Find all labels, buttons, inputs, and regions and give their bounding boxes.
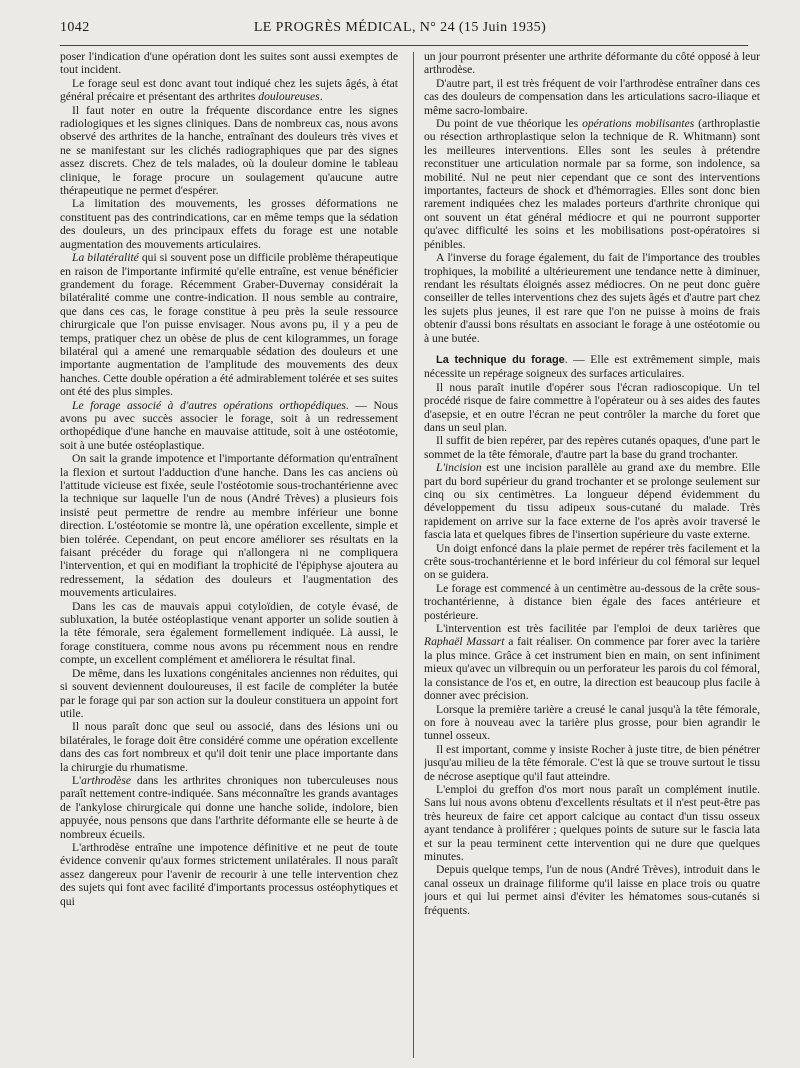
body-text: poser l'indication d'une opération dont les suites sont aussi exemptes de tout incident. — [60, 50, 398, 77]
running-header — [60, 20, 740, 42]
body-text: un jour pourront présenter une arthrite déformante du côté opposé à leur arthrodèse. — [424, 50, 760, 77]
emphasis-text: opérations mobilisantes — [582, 117, 695, 131]
right-column — [424, 50, 760, 1060]
body-text: D'autre part, il est très fréquent de voir l'arthrodèse entraîner dans ces cas des douleurs de compensation dans les articulations sacro-iliaque et même sacro-lombaire. — [424, 76, 760, 117]
body-text: Du point de vue théorique les — [436, 117, 583, 131]
body-text: De même, dans les luxations congénitales anciennes non réduites, qui si souvent deviennent douloureuses, il est facile de compléter la butée par le forage qui par son action sur la douleur constituera un appoint fort utile. — [60, 666, 398, 720]
running-title: LE PROGRÈS MÉDICAL, N° 24 (15 Juin 1935) — [253, 20, 547, 35]
paragraph — [60, 667, 398, 721]
paragraph — [424, 117, 760, 251]
paragraph — [424, 50, 760, 77]
body-text: Le forage seul est donc avant tout indiqué chez les sujets âgés, à état général précaire et présentant des arthrites — [60, 76, 398, 104]
body-text: Il nous paraît inutile d'opérer sous l'écran radioscopique. Un tel procédé risque de faire commettre à l'opérateur ou à ses aides des fautes d'asepsie, et en outre l'écran ne peut contrôler la marche du foret que dans un seul plan. — [424, 380, 760, 434]
paragraph — [424, 743, 760, 783]
paragraph — [424, 783, 760, 863]
body-text: Un doigt enfoncé dans la plaie permet de repérer très facilement et la crête sous-trochantérienne et le bord inférieur du col fémoral sur lequel on se guidera. — [424, 541, 760, 582]
paragraph — [424, 703, 760, 743]
body-text: Il est important, comme y insiste Rocher à juste titre, de bien pénétrer jusqu'au milieu de la tête fémorale. C'est là que se trouve surtout le tissu de nécrose aseptique qu'il faut atteindre. — [424, 742, 760, 783]
paragraph — [60, 104, 398, 198]
paragraph — [60, 251, 398, 398]
body-text: L' — [72, 773, 82, 787]
body-text: . — [319, 90, 323, 104]
paragraph — [60, 600, 398, 667]
body-text: Il suffit de bien repérer, par des repères cutanés opaques, d'une part le sommet de la tête fémorale, d'autre part la base du grand trochanter. — [424, 434, 760, 461]
paragraph — [424, 582, 760, 622]
body-text: Lorsque la première tarière a creusé le canal jusqu'à la tête fémorale, on fore à nouveau avec la tarière plus grosse, pour bien agrandir le tunnel osseux. — [424, 702, 760, 743]
paragraph — [424, 461, 760, 541]
body-text: Le forage est commencé à un centimètre au-dessous de la crête sous-trochantérienne, à distance bien égale des faces antérieure et postérieure. — [424, 581, 760, 622]
body-text: Il faut noter en outre la fréquente discordance entre les signes radiologiques et les signes cliniques. Dans de nombreux cas, nous avons observé des arthrites de la hanche, entraînant des douleurs très vives et ne se manifestant sur les clichés radiographiques que par des signes assez discrets. Chez de tels malades, où la douleur domine le tableau clinique, le forage procure un soulagement qu'aucune autre thérapeutique ne permet d'espérer. — [60, 103, 398, 198]
column-divider — [413, 52, 414, 1058]
paragraph — [60, 774, 398, 841]
body-text: dans les arthrites chroniques non tuberculeuses nous paraît nettement contre-indiquée. Sans méconnaître les grands avantages de l'ankylose chirurgicale qui donne une hanche solide, indolore, bien appuyée, nous pensons que dans l'arthrite déformante elle se heurte à de nombreux écueils. — [60, 773, 398, 841]
body-text: Il nous paraît donc que seul ou associé, dans des lésions uni ou bilatérales, le forage doit être considéré comme une opération excellente dans des cas fort nombreux et qu'il doit tenir une place importante dans la chirurgie du rhumatisme. — [60, 720, 398, 774]
emphasis-text: arthrodèse — [81, 773, 131, 787]
paragraph — [60, 50, 398, 77]
body-text: Dans les cas de mauvais appui cotyloïdien, de cotyle évasé, de subluxation, la butée ostéoplastique venant apporter un solide soutien à la tête fémorale, sera également formellement indiquée. Là aussi, le forage constituera, comme nous avons pu récemment nous en rendre compte, un excellent complément et améliorera le résultat final. — [60, 599, 398, 667]
paragraph — [424, 77, 760, 117]
emphasis-text: Raphaël Massart — [424, 635, 505, 649]
emphasis-text: Le forage associé à d'autres opérations orthopédiques — [72, 398, 346, 412]
emphasis-text: douloureuses — [258, 90, 320, 104]
left-column — [60, 50, 398, 1060]
section-heading: La technique du forage — [436, 353, 565, 366]
page-number: 1042 — [60, 20, 90, 35]
body-text: L'intervention est très facilitée par l'emploi de deux tarières que — [436, 622, 760, 636]
body-text: Depuis quelque temps, l'un de nous (André Trèves), introduit dans le canal osseux un drainage filiforme qu'il laisse en place trois ou quatre jours et qui lui permet ainsi d'éviter les hématomes sous-cutanés si fréquents. — [424, 863, 760, 917]
paragraph — [60, 77, 398, 104]
paragraph — [424, 863, 760, 917]
paragraph — [424, 434, 760, 461]
paragraph — [60, 720, 398, 774]
paragraph — [424, 542, 760, 582]
body-text: A l'inverse du forage également, du fait de l'importance des troubles trophiques, la mobilité a ultérieurement une tendance nette à diminuer, rendant les résultats éloignés assez médiocres. On ne peut donc guère conseiller de telles interventions chez des sujets âgés et d'autre part chez les sujets plus jeunes, il est rare que l'on ne puisse à moins de frais obtenir d'aussi bons résultats en associant le forage à une ostéotomie ou à une butée. — [424, 251, 760, 345]
body-text: a fait réaliser. On commence par forer avec la tarière la plus mince. Grâce à cet instrument bien en main, on sent infiniment mieux qu'avec un vilbrequin ou un perforateur les parois du col fémoral, la consistance de l'os et, en outre, la direction est beaucoup plus facile à donner avec précision. — [424, 635, 760, 703]
header-rule — [60, 45, 748, 46]
emphasis-text: La bilatéralité — [72, 251, 139, 265]
body-text: L'emploi du greffon d'os mort nous paraît un complément inutile. Sans lui nous avons obtenu d'excellents résultats et il n'est peut-être pas très heureux de faire cet apport calcique au contact d'un tissu osseux ayant tendance à proliférer ; quelques points de suture sur le fascia lata et sur la peau terminent cette intervention qui ne dure que quelques minutes. — [424, 782, 760, 863]
body-text: est une incision parallèle au grand axe du membre. Elle part du bord supérieur du grand trochanter et se prolonge seulement sur cinq ou six centimètres. La longueur dépend évidemment du développement du tissu adipeux sous-cutané du malade. Très rapidement on arrive sur la face externe de l'os après avoir traversé le fascia lata et quelques fibres de l'insertion supérieure du vaste externe. — [424, 461, 760, 542]
body-text: L'arthrodèse entraîne une impotence définitive et ne peut de toute évidence convenir qu'aux formes strictement unilatérales. Il nous paraît assez dangereux pour l'avenir de recourir à une telle intervention chez des sujets qui font avec facilité d'importants processus ostéophytiques et qui — [60, 840, 398, 908]
paragraph — [60, 452, 398, 599]
paragraph — [424, 381, 760, 435]
body-text: qui si souvent pose un difficile problème thérapeutique en raison de l'importante infirmité qu'elle entraîne, est venue bénéficier grandement du forage. Récemment Graber-Duvernay considérait la bilatéralité comme une contre-indication. Il nous semble au contraire, que dans ces cas, le forage constitue à peu près la seule ressource chirurgicale que l'on puisse envisager. Nous avons pu, il y a peu de temps, pratiquer chez un obèse de plus de cent kilogrammes, un forage bilatéral qui a amené une remarquable sédation des douleurs et une importante augmentation de l'amplitude des mouvements des deux hanches. Cette double opération a été admirablement tolérée et ses suites ont été des plus simples. — [60, 251, 398, 399]
paragraph — [424, 353, 760, 381]
emphasis-text: L'incision — [436, 461, 482, 475]
paragraph — [60, 399, 398, 453]
paragraph — [60, 841, 398, 908]
paragraph — [424, 251, 760, 345]
body-text: On sait la grande impotence et l'importante déformation qu'entraînent la flexion et surtout l'adduction d'une hanche. Dans les cas anciens où l'attitude vicieuse est fixée, seule l'ostéotomie sous-trochantérienne avec la technique sur laquelle l'un de nous (André Trèves) a plusieurs fois insisté peut permettre de rendre au membre inférieur une bonne direction. L'ostéotomie se montre là, une opération excellente, simple et bien tolérée. Cependant, on peut encore améliorer ses résultats en la faisant précéder du forage qui n'allongera ni ne compliquera l'intervention, et qui en modifiant la trophicité de l'épiphyse ajoutera au redressement, la sédation des douleurs et l'augmentation des mouvements articulaires. — [60, 452, 398, 600]
body-text: . — Elle est extrêmement simple, mais nécessite un repérage soigneux des surfaces articulaires. — [424, 352, 760, 381]
body-text: (arthroplastie ou résection arthroplastique selon la technique de R. Whitmann) sont les meilleures interventions. Elles sont les seules à prétendre reconstituer une articulation normale par sa forme, son indolence, sa mobilité. Nul ne peut nier cependant que ce sont des interventions importantes, facteurs de shock et d'hémorragies. Elles sont donc bien rarement indiquées chez les malades porteurs d'arthrite chronique qui ont souvent un état général médiocre et qui ne pourront supporter qu'avec difficulté les soins et les mobilisations post-opératoires si pénibles. — [424, 117, 760, 251]
body-text: La limitation des mouvements, les grosses déformations ne constituent pas des contrindications, car en même temps que la sédation des douleurs, un des principaux effets du forage est une notable augmentation des mouvements articulaires. — [60, 197, 398, 251]
paragraph — [60, 197, 398, 251]
body-text: . — Nous avons pu avec succès associer le forage, soit à un redressement orthopédique d'une hanche en mauvaise attitude, soit à une ostéotomie, soit à une butée ostéoplastique. — [60, 398, 398, 452]
paragraph — [424, 622, 760, 702]
